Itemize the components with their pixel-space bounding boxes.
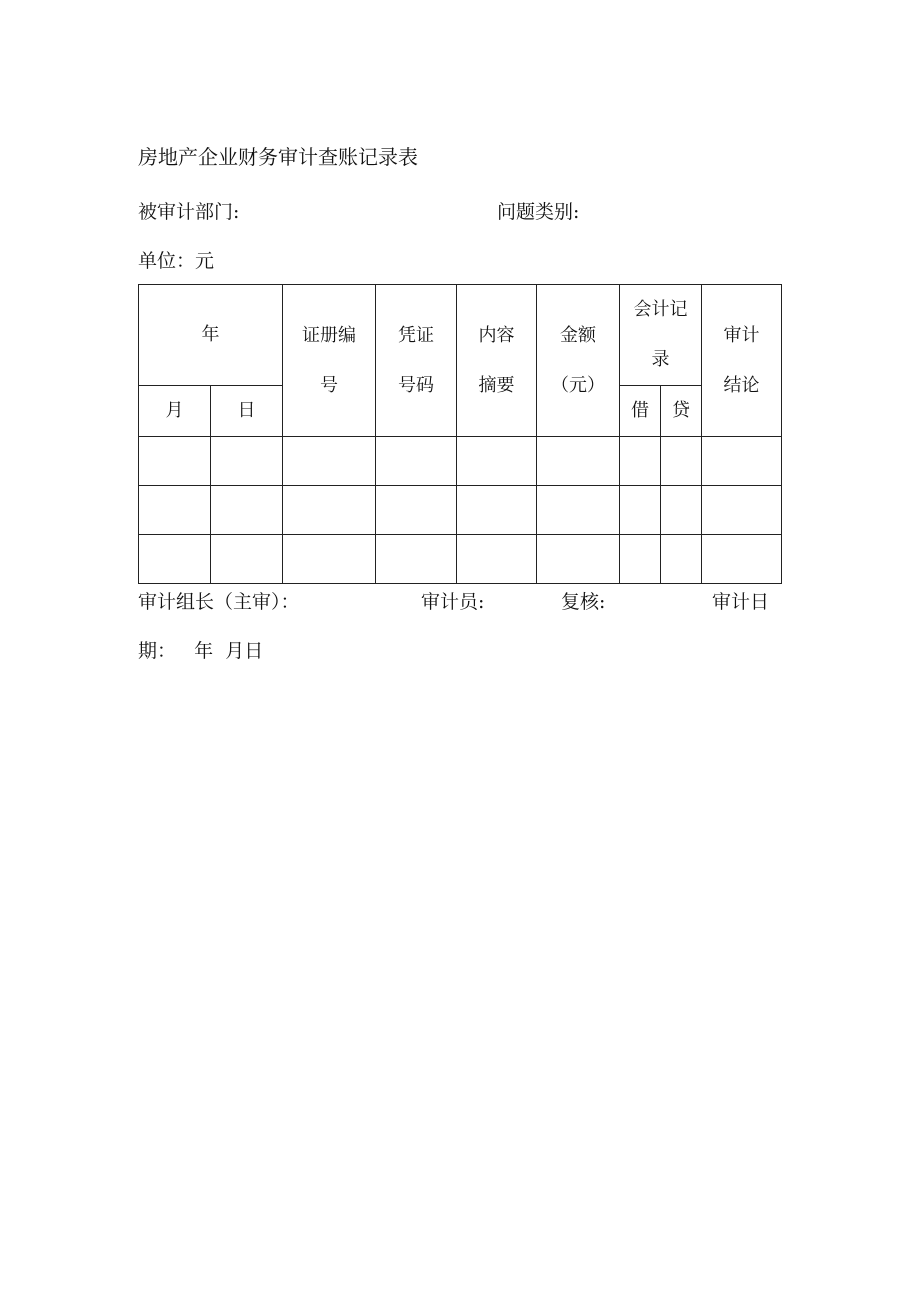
cell-month[interactable] — [139, 437, 211, 486]
cell-debit[interactable] — [620, 437, 661, 486]
audited-department-label: 被审计部门: — [138, 201, 240, 223]
header-credit: 贷 — [661, 386, 702, 437]
cell-credit[interactable] — [661, 437, 702, 486]
footer-auditor-label: 审计员: — [421, 591, 485, 613]
cell-month[interactable] — [139, 486, 211, 535]
cell-day[interactable] — [211, 535, 283, 584]
document-title: 房地产企业财务审计查账记录表 — [138, 145, 418, 169]
header-year-text: 年 — [201, 324, 220, 345]
cell-day[interactable] — [211, 437, 283, 486]
cell-register-no[interactable] — [283, 535, 376, 584]
table-row — [139, 535, 782, 584]
header-audit-conclusion — [702, 285, 782, 437]
cell-register-no[interactable] — [283, 437, 376, 486]
header-row-top — [139, 285, 782, 386]
header-debit: 借 — [620, 386, 661, 437]
unit-label: 单位：元 — [138, 250, 215, 272]
cell-debit[interactable] — [620, 486, 661, 535]
footer-review-label: 复核: — [561, 591, 606, 613]
header-voucher-no-line2: 号码 — [398, 374, 434, 396]
cell-credit[interactable] — [661, 486, 702, 535]
header-day: 日 — [211, 386, 283, 437]
cell-summary[interactable] — [457, 535, 537, 584]
cell-conclusion[interactable] — [702, 486, 782, 535]
cell-amount[interactable] — [537, 535, 620, 584]
cell-month[interactable] — [139, 535, 211, 584]
header-accounting-record — [620, 285, 702, 386]
cell-day[interactable] — [211, 486, 283, 535]
cell-amount[interactable] — [537, 437, 620, 486]
header-conclusion-line2: 结论 — [723, 374, 760, 396]
header-amount-line2: （元） — [551, 374, 605, 396]
header-summary-line2: 摘要 — [478, 374, 515, 396]
cell-summary[interactable] — [457, 486, 537, 535]
header-accounting-line1: 会计记 — [633, 299, 688, 320]
header-amount — [537, 285, 620, 437]
cell-voucher-no[interactable] — [376, 486, 457, 535]
footer-audit-date-label-part1: 审计日 — [712, 591, 770, 613]
header-summary — [457, 285, 537, 437]
header-conclusion-line1: 审计 — [723, 324, 760, 346]
header-year — [139, 285, 283, 386]
header-accounting-line2: 录 — [651, 349, 670, 370]
cell-debit[interactable] — [620, 535, 661, 584]
audit-record-table — [138, 284, 782, 584]
header-amount-line1: 金额 — [560, 324, 596, 346]
cell-voucher-no[interactable] — [376, 437, 457, 486]
header-register-no — [283, 285, 376, 437]
cell-amount[interactable] — [537, 486, 620, 535]
cell-credit[interactable] — [661, 535, 702, 584]
footer-team-leader-label: 审计组长（主审）： — [138, 591, 300, 613]
table-row — [139, 437, 782, 486]
header-voucher-no — [376, 285, 457, 437]
cell-summary[interactable] — [457, 437, 537, 486]
cell-conclusion[interactable] — [702, 437, 782, 486]
cell-conclusion[interactable] — [702, 535, 782, 584]
header-month: 月 — [139, 386, 211, 437]
cell-register-no[interactable] — [283, 486, 376, 535]
footer-audit-date-label-part2: 期： 年 月日 — [138, 640, 264, 662]
header-summary-line1: 内容 — [478, 324, 515, 346]
header-register-no-line1: 证册编 — [302, 324, 356, 346]
header-voucher-no-line1: 凭证 — [398, 324, 434, 346]
problem-category-label: 问题类别: — [497, 201, 580, 223]
table-row — [139, 486, 782, 535]
header-register-no-line2: 号 — [320, 374, 338, 396]
cell-voucher-no[interactable] — [376, 535, 457, 584]
